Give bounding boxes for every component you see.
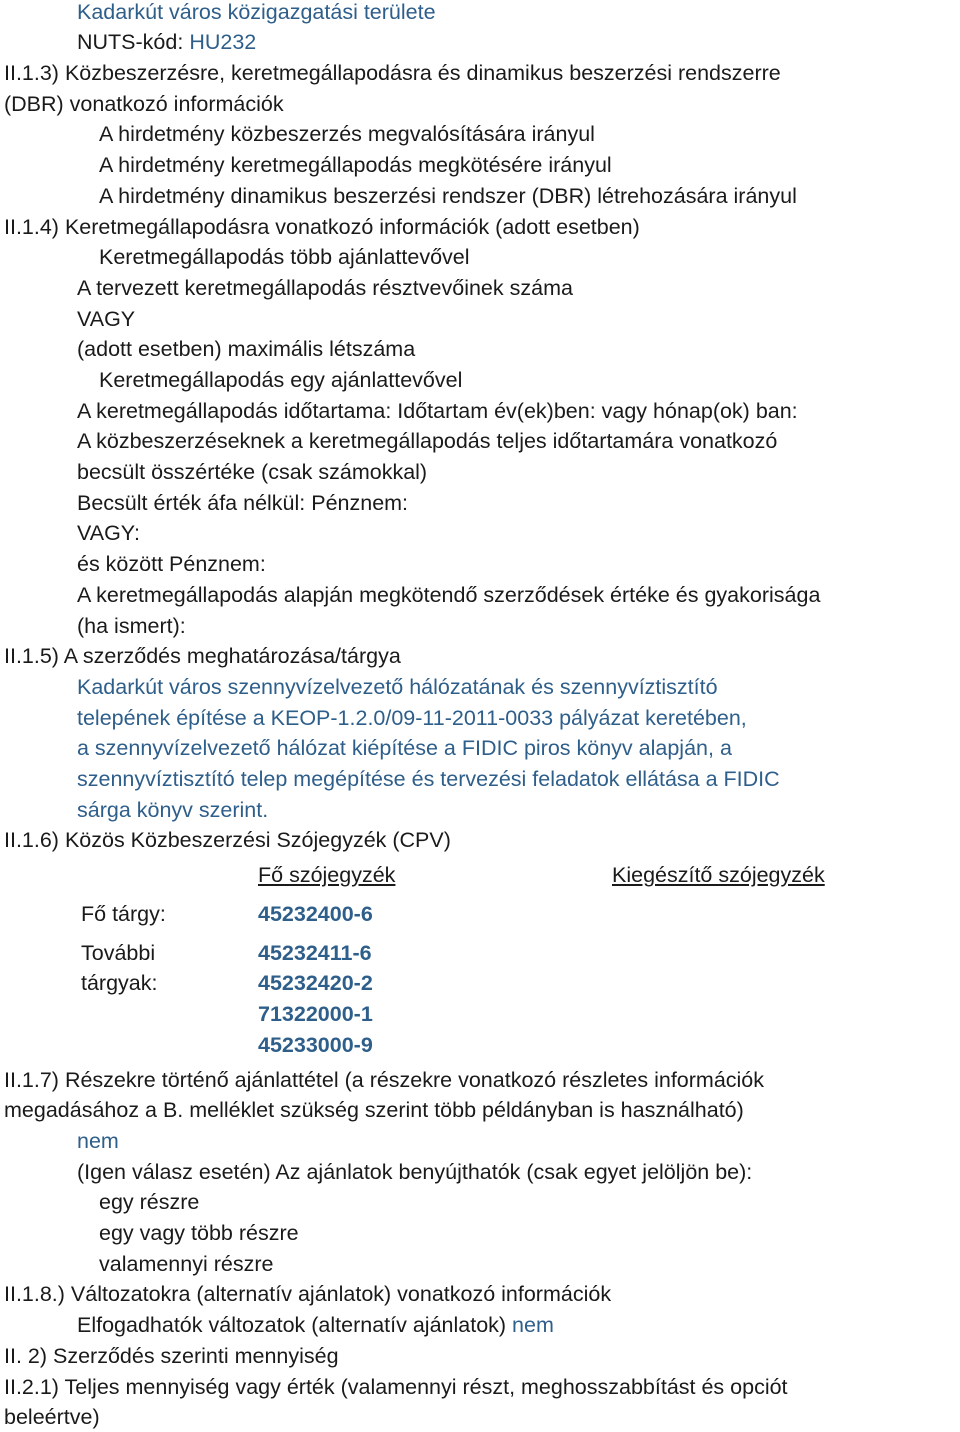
section-115-text-1: Kadarkút város szennyvízelvezető hálózatának és szennyvíztisztító [77, 675, 718, 699]
cpv-other-code: 45233000-9 [258, 1033, 373, 1057]
section-114-max: (adott esetben) maximális létszáma [77, 337, 416, 361]
section-115-text-3: a szennyvízelvezető hálózat kiépítése a FIDIC piros könyv alapján, a [77, 736, 732, 760]
section-117-answer: nem [77, 1129, 119, 1153]
nuts-value: HU232 [189, 30, 257, 54]
section-115-heading: II.1.5) A szerződés meghatározása/tárgya [4, 644, 401, 668]
section-114-multi: Keretmegállapodás több ajánlattevővel [99, 245, 470, 269]
section-121-heading-1: II.2.1) Teljes mennyiség vagy érték (valamennyi részt, meghosszabbítást és opciót [4, 1375, 788, 1399]
section-114-duration: A keretmegállapodás időtartama: Időtartam év(ek)ben: vagy hónap(ok) ban: [77, 399, 798, 423]
section-114-contracts-1: A keretmegállapodás alapján megkötendő szerződések értéke és gyakorisága [77, 583, 821, 607]
section-114-or-1: VAGY [77, 307, 136, 331]
section-118-heading: II.1.8.) Változatokra (alternatív ajánlatok) vonatkozó információk [4, 1282, 612, 1306]
section-12-heading: II. 2) Szerződés szerinti mennyiség [4, 1344, 339, 1368]
section-116-heading: II.1.6) Közös Közbeszerzési Szójegyzék (CPV) [4, 828, 451, 852]
cpv-other-label-2: tárgyak: [81, 971, 158, 995]
section-114-contracts-2: (ha ismert): [77, 614, 186, 638]
section-115-text-5: sárga könyv szerint. [77, 798, 269, 822]
section-114-heading: II.1.4) Keretmegállapodásra vonatkozó információk (adott esetben) [4, 215, 640, 239]
section-117-if-yes: (Igen válasz esetén) Az ajánlatok benyújthatók (csak egyet jelöljön be): [77, 1160, 753, 1184]
section-114-or-2: VAGY: [77, 521, 140, 545]
section-114-between: és között Pénznem: [77, 552, 266, 576]
section-114-estimated: Becsült érték áfa nélkül: Pénznem: [77, 491, 409, 515]
cpv-other-code: 45232411-6 [258, 941, 372, 965]
section-117-heading-1: II.1.7) Részekre történő ajánlattétel (a részekre vonatkozó részletes információk [4, 1068, 765, 1092]
cpv-other-code: 71322000-1 [258, 1002, 373, 1026]
section-113-option-3: A hirdetmény dinamikus beszerzési rendszer (DBR) létrehozására irányul [99, 184, 797, 208]
section-121-heading-2: beleértve) [4, 1405, 100, 1429]
area-value: Kadarkút város közigazgatási területe [77, 0, 436, 24]
section-117-option-1: egy részre [99, 1190, 200, 1214]
section-118-accepted-value: nem [512, 1313, 554, 1337]
section-113-option-1: A hirdetmény közbeszerzés megvalósítására irányul [99, 122, 595, 146]
cpv-main-label: Fő tárgy: [81, 902, 166, 926]
section-114-total-2: becsült összértéke (csak számokkal) [77, 460, 428, 484]
section-113-heading-1: II.1.3) Közbeszerzésre, keretmegállapodásra és dinamikus beszerzési rendszerre [4, 61, 781, 85]
section-113-option-2: A hirdetmény keretmegállapodás megkötésére irányul [99, 153, 612, 177]
section-118-accepted-label: Elfogadhatók változatok (alternatív ajánlatok) [77, 1313, 507, 1337]
cpv-col-supplementary: Kiegészítő szójegyzék [612, 863, 825, 887]
nuts-line [77, 27, 256, 57]
section-114-participants: A tervezett keretmegállapodás résztvevőinek száma [77, 276, 573, 300]
nuts-label: NUTS-kód: [77, 30, 184, 54]
section-114-single: Keretmegállapodás egy ajánlattevővel [99, 368, 463, 392]
section-117-option-2: egy vagy több részre [99, 1221, 299, 1245]
section-115-text-2: telepének építése a KEOP-1.2.0/09-11-2011-0033 pályázat keretében, [77, 706, 747, 730]
section-113-heading-2: (DBR) vonatkozó információk [4, 92, 284, 116]
section-115-text-4: szennyvíztisztító telep megépítése és tervezési feladatok ellátása a FIDIC [77, 767, 780, 791]
cpv-main-code: 45232400-6 [258, 902, 373, 926]
section-114-total-1: A közbeszerzéseknek a keretmegállapodás teljes időtartamára vonatkozó [77, 429, 778, 453]
cpv-other-code: 45232420-2 [258, 971, 373, 995]
section-117-heading-2: megadásához a B. melléklet szükség szerint több példányban is használható) [4, 1098, 744, 1122]
section-118-accepted [77, 1310, 554, 1340]
cpv-col-main: Fő szójegyzék [258, 863, 396, 887]
cpv-other-label-1: További [81, 941, 156, 965]
section-117-option-3: valamennyi részre [99, 1252, 274, 1276]
